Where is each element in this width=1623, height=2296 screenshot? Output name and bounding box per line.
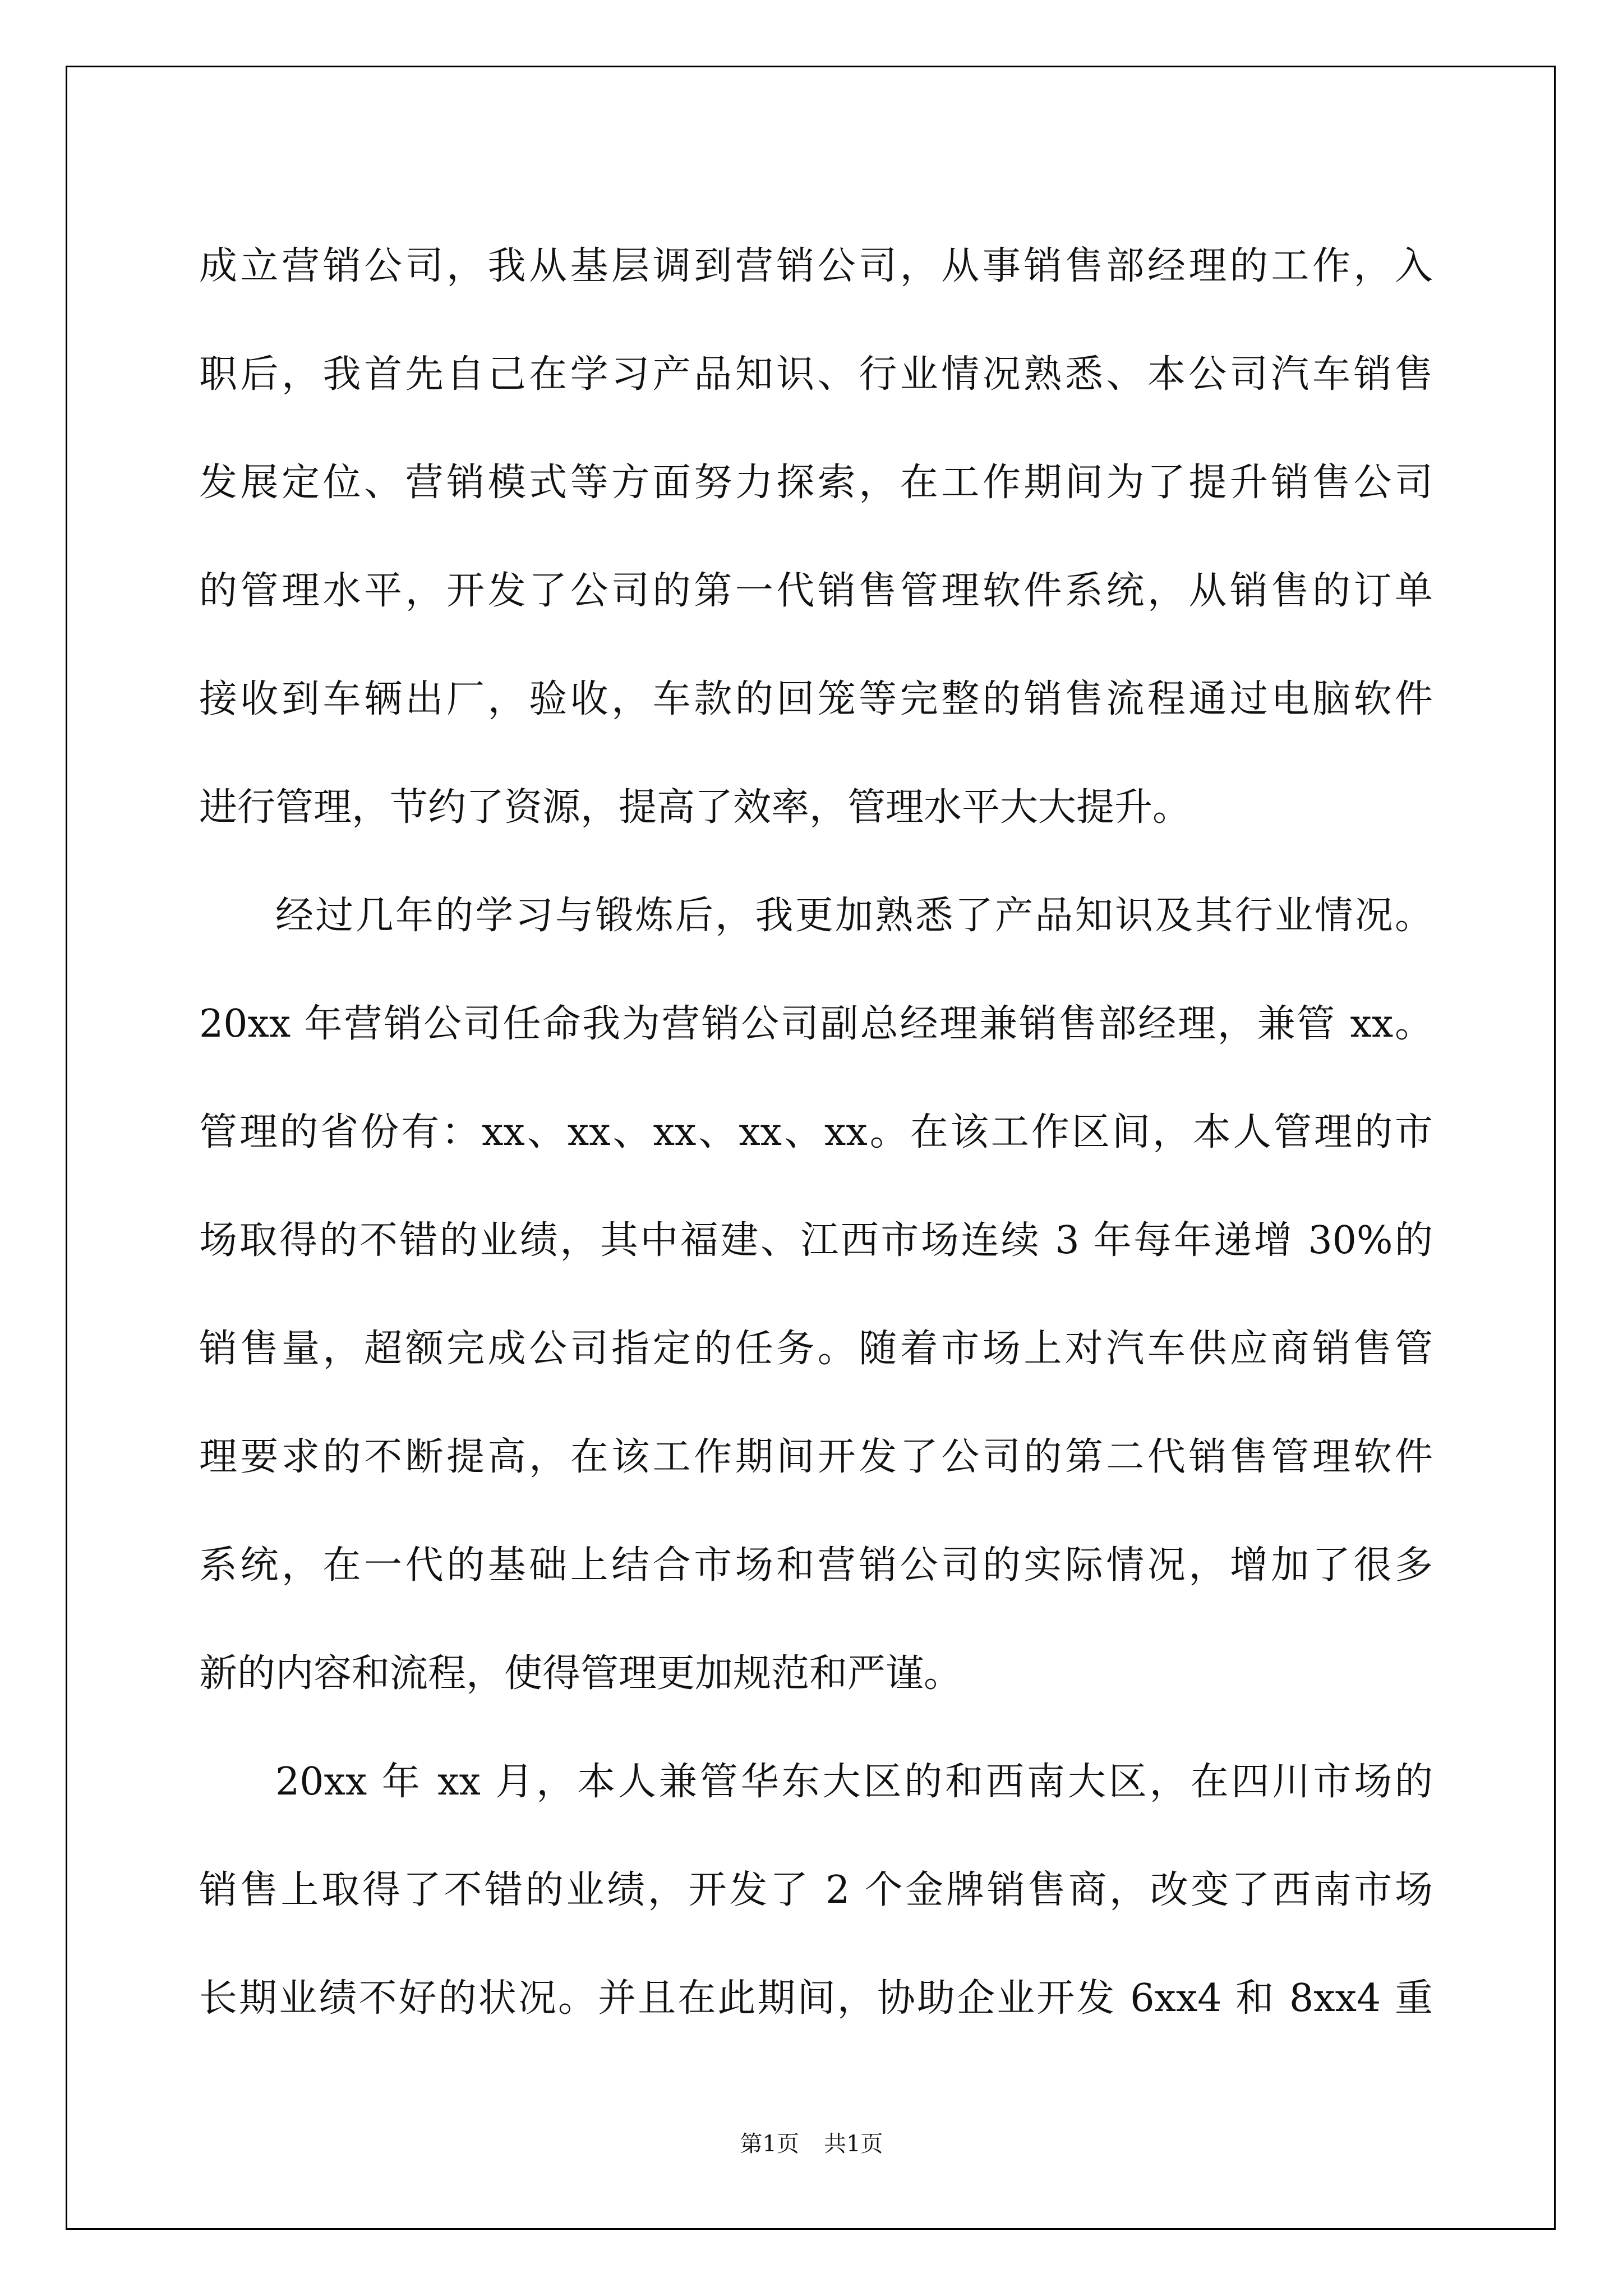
text-line: 销售量，超额完成公司指定的任务。随着市场上对汽车供应商销售管: [199, 1327, 1433, 1371]
text-line: 的管理水平，开发了公司的第一代销售管理软件系统，从销售的订单: [199, 569, 1433, 613]
text-line: 进行管理，节约了资源，提高了效率，管理水平大大提升。: [199, 785, 1191, 830]
page-footer: [0, 2126, 1623, 2158]
text-line: 成立营销公司，我从基层调到营销公司，从事销售部经理的工作，入: [199, 244, 1433, 288]
text-line: 长期业绩不好的状况。并且在此期间，协助企业开发 6xx4 和 8xx4 重: [199, 1976, 1433, 2021]
text-line: 新的内容和流程，使得管理更加规范和严谨。: [199, 1651, 962, 1696]
text-line: 发展定位、营销模式等方面努力探索，在工作期间为了提升销售公司: [199, 461, 1433, 505]
text-line: 职后，我首先自己在学习产品知识、行业情况熟悉、本公司汽车销售: [199, 352, 1433, 397]
text-line: 管理的省份有：xx、xx、xx、xx、xx。在该工作区间，本人管理的市: [199, 1110, 1433, 1154]
text-line: 场取得的不错的业绩，其中福建、江西市场连续 3 年每年递增 30%的: [199, 1218, 1433, 1263]
paragraph-first-line: 20xx 年 xx 月，本人兼管华东大区的和西南大区，在四川市场的: [275, 1760, 1433, 1804]
text-line: 理要求的不断提高，在该工作期间开发了公司的第二代销售管理软件: [199, 1435, 1433, 1479]
page-number-current: 第1页: [740, 2131, 799, 2157]
document-body: [199, 212, 1433, 2053]
text-line: 系统，在一代的基础上结合市场和营销公司的实际情况，增加了很多: [199, 1543, 1433, 1588]
text-line: 20xx 年营销公司任命我为营销公司副总经理兼销售部经理，兼管 xx。: [199, 1002, 1433, 1046]
paragraph-first-line: 经过几年的学习与锻炼后，我更加熟悉了产品知识及其行业情况。: [275, 894, 1433, 938]
text-line: 销售上取得了不错的业绩，开发了 2 个金牌销售商，改变了西南市场: [199, 1868, 1433, 1912]
page-number-total: 共1页: [824, 2131, 883, 2157]
text-line: 接收到车辆出厂，验收，车款的回笼等完整的销售流程通过电脑软件: [199, 677, 1433, 721]
